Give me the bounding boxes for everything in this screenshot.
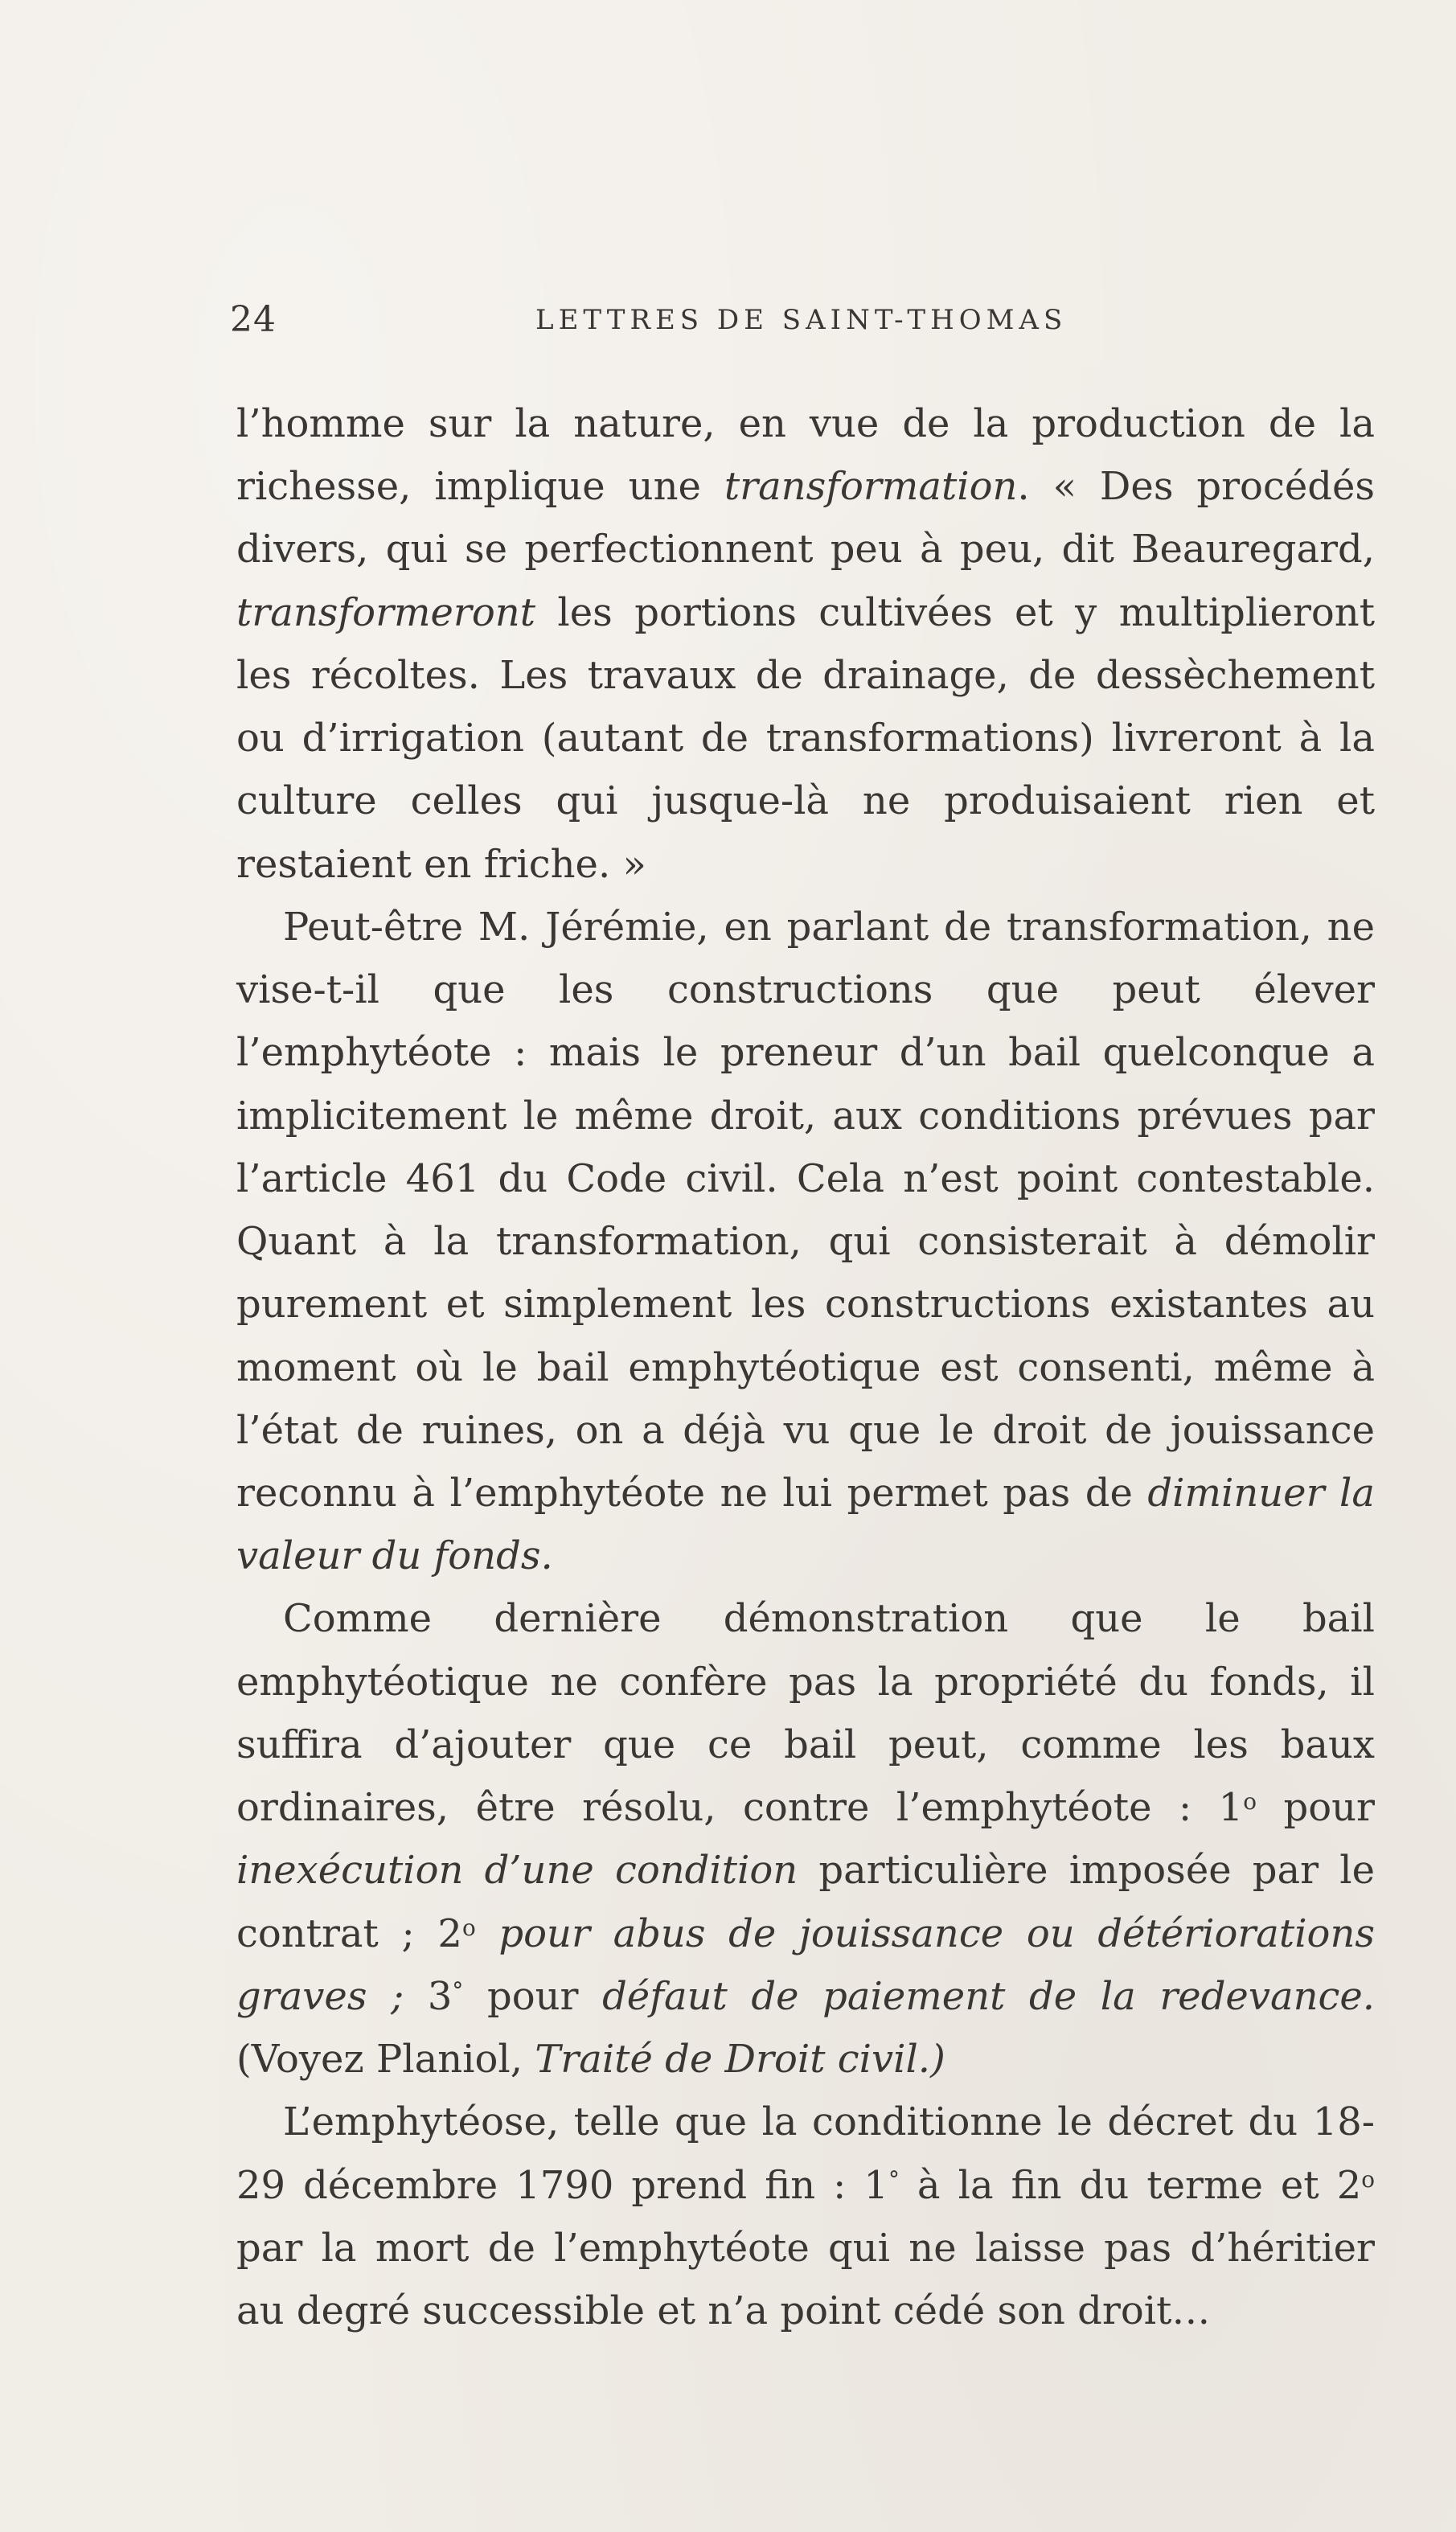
paragraph-2	[236, 896, 1375, 1588]
ordinal-marker: °	[888, 2165, 900, 2193]
page-header	[230, 296, 1066, 344]
ordinal-marker: o	[461, 1914, 476, 1941]
text-run: 3	[404, 1973, 453, 2019]
italic-run: diminuer la valeur du fonds.	[236, 1470, 1375, 1579]
text-run: par la mort de l’emphytéote qui ne laisse pas d’héritier au degré successible et n’a point cédé son droit…	[236, 2225, 1375, 2334]
text-run: . « Des procédés divers, qui se perfectionnent peu à peu, dit Beauregard,	[236, 464, 1376, 572]
text-run: (Voyez Planiol,	[236, 2037, 535, 2083]
text-run: Peut-être M. Jérémie, en parlant de transformation, ne vise-t-il que les constructions que peut élever l’emphytéote : mais le preneur d’un bail quelconque a implicitement le même droit, aux conditions prévues par l’article 461 du Code civil. Cela n’est point contestable. Quant à la transformation, qui consisterait à démolir purement et simplement les constructions existantes au moment où le bail emphytéotique est consenti, même à l’état de ruines, on a déjà vu que le droit de jouissance reconnu à l’emphytéote ne lui permet pas de	[236, 904, 1375, 1516]
paragraph-3	[236, 1587, 1375, 2091]
italic-run: Traité de Droit civil.)	[535, 2037, 945, 2083]
body-text	[236, 392, 1375, 2342]
text-run: particulière imposée par le contrat ; 2	[236, 1848, 1375, 1956]
italic-run: transformeront	[236, 589, 535, 635]
ordinal-marker: °	[452, 1976, 464, 2004]
text-run: pour	[1257, 1785, 1376, 1831]
paragraph-4	[236, 2091, 1375, 2342]
ordinal-marker: o	[1361, 2165, 1375, 2193]
ordinal-marker: o	[1243, 1788, 1257, 1816]
italic-run: pour abus de jouissance ou détériorations graves ;	[236, 1910, 1375, 2019]
running-title: LETTRES DE SAINT-THOMAS	[535, 304, 1068, 336]
text-run: pour	[463, 1973, 603, 2019]
page-number: 24	[230, 299, 277, 340]
text-run: L’emphytéose, telle que la conditionne le décret du 18-29 décembre 1790 prend fin : 1	[236, 2099, 1375, 2208]
text-run: Comme dernière démonstration que le bail emphytéotique ne confère pas la propriété du fonds, il suffira d’ajouter que ce bail peut, comme les baux ordinaires, être résolu, contre l’emphytéote : 1	[236, 1596, 1375, 1831]
paragraph-1	[236, 392, 1375, 896]
italic-run: transformation	[724, 464, 1018, 510]
text-run: les portions cultivées et y multiplieront les récoltes. Les travaux de drainage, de dessèchement ou d’irrigation (autant de transformations) livreront à la culture celles qui jusque-là ne produisaient rien et restaient en friche. »	[236, 589, 1375, 887]
italic-run: défaut de paiement de la redevance.	[602, 1973, 1376, 2019]
text-run: à la fin du terme et 2	[899, 2162, 1362, 2208]
text-run	[476, 1911, 499, 1956]
text-run: l’homme sur la nature, en vue de la production de la richesse, implique une	[236, 401, 1375, 510]
italic-run: inexécution d’une condition	[236, 1848, 798, 1894]
